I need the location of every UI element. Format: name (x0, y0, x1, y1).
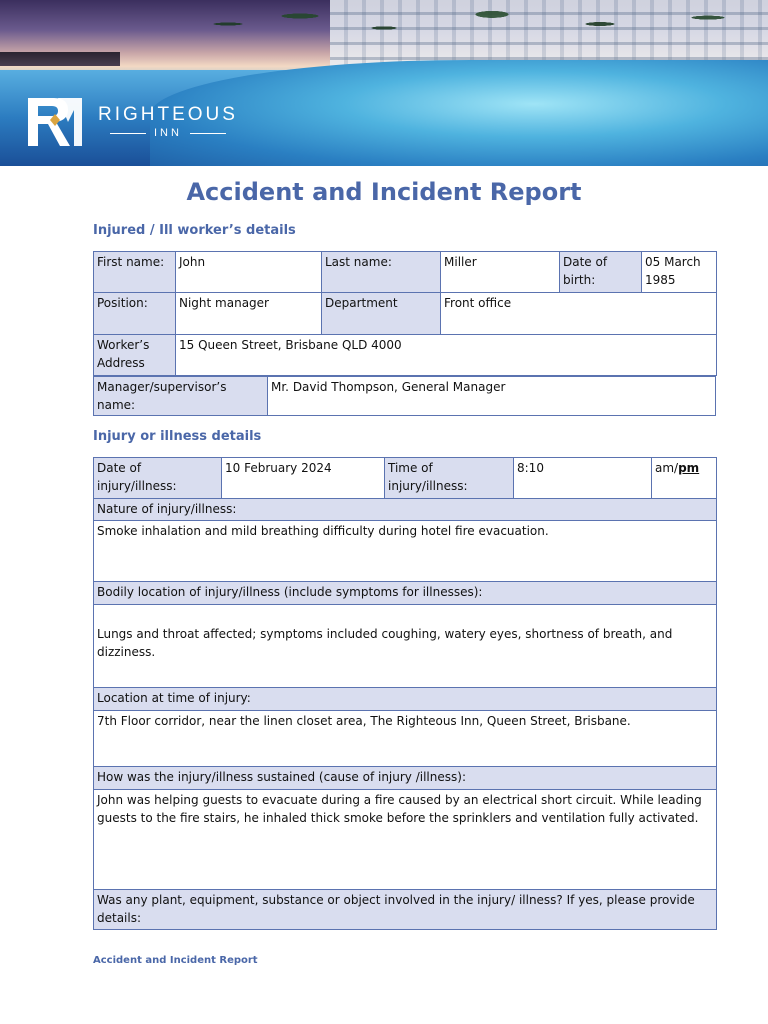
pool (150, 60, 768, 166)
department-label: Department (322, 293, 441, 335)
nature-label: Nature of injury/illness: (94, 499, 717, 521)
manager-field[interactable]: Mr. David Thompson, General Manager (268, 377, 716, 416)
position-label: Position: (94, 293, 176, 335)
injury-section-heading: Injury or illness details (93, 429, 262, 444)
bodily-location-label: Bodily location of injury/illness (include symptoms for illnesses): (94, 582, 717, 605)
bodily-location-field[interactable]: Lungs and throat affected; symptoms included coughing, watery eyes, shortness of breath, and dizziness. (94, 605, 717, 688)
brand-name: RIGHTEOUS (98, 104, 238, 125)
logo-wordmark (98, 104, 238, 140)
first-name-label: First name: (94, 252, 176, 293)
page-footer: Accident and Incident Report (93, 955, 258, 966)
injury-location-label: Location at time of injury: (94, 688, 717, 711)
brand-logo (24, 96, 238, 148)
worker-details-table (93, 251, 717, 376)
last-name-field[interactable]: Miller (441, 252, 560, 293)
injury-time-field[interactable]: 8:10 (514, 458, 652, 499)
injury-date-field[interactable]: 10 February 2024 (222, 458, 385, 499)
ampm-field[interactable] (652, 458, 717, 499)
last-name-label: Last name: (322, 252, 441, 293)
cause-label: How was the injury/illness sustained (cause of injury /illness): (94, 767, 717, 790)
dob-label: Date of birth: (560, 252, 642, 293)
first-name-field[interactable]: John (176, 252, 322, 293)
brand-sub (98, 126, 238, 140)
am-option[interactable]: am/ (655, 461, 679, 475)
equipment-involved-label: Was any plant, equipment, substance or object involved in the injury/ illness? If yes, please provide details: (94, 890, 717, 930)
cause-field[interactable]: John was helping guests to evacuate during a fire caused by an electrical short circuit. While leading guests to the fire stairs, he inhaled thick smoke before the sprinklers and ventilation fully activated. (94, 790, 717, 890)
logo-monogram-icon (24, 96, 86, 148)
pier (0, 52, 120, 66)
worker-section-heading: Injured / Ill worker’s details (93, 223, 296, 238)
injury-time-label: Time of injury/illness: (385, 458, 514, 499)
nature-field[interactable]: Smoke inhalation and mild breathing difficulty during hotel fire evacuation. (94, 521, 717, 582)
injury-details-table (93, 457, 717, 930)
pm-option[interactable]: pm (678, 461, 700, 475)
address-field[interactable]: 15 Queen Street, Brisbane QLD 4000 (176, 335, 717, 376)
department-field[interactable]: Front office (441, 293, 717, 335)
injury-location-field[interactable]: 7th Floor corridor, near the linen closet area, The Righteous Inn, Queen Street, Brisbane. (94, 711, 717, 767)
page-title: Accident and Incident Report (186, 178, 582, 206)
manager-label: Manager/supervisor’s name: (94, 377, 268, 416)
divider (110, 133, 146, 134)
injury-date-label: Date of injury/illness: (94, 458, 222, 499)
header-banner-image (0, 0, 768, 166)
address-label: Worker’s Address (94, 335, 176, 376)
manager-table (93, 376, 716, 416)
brand-sub-text: INN (154, 127, 182, 139)
divider (190, 133, 226, 134)
dob-field[interactable]: 05 March 1985 (642, 252, 717, 293)
position-field[interactable]: Night manager (176, 293, 322, 335)
